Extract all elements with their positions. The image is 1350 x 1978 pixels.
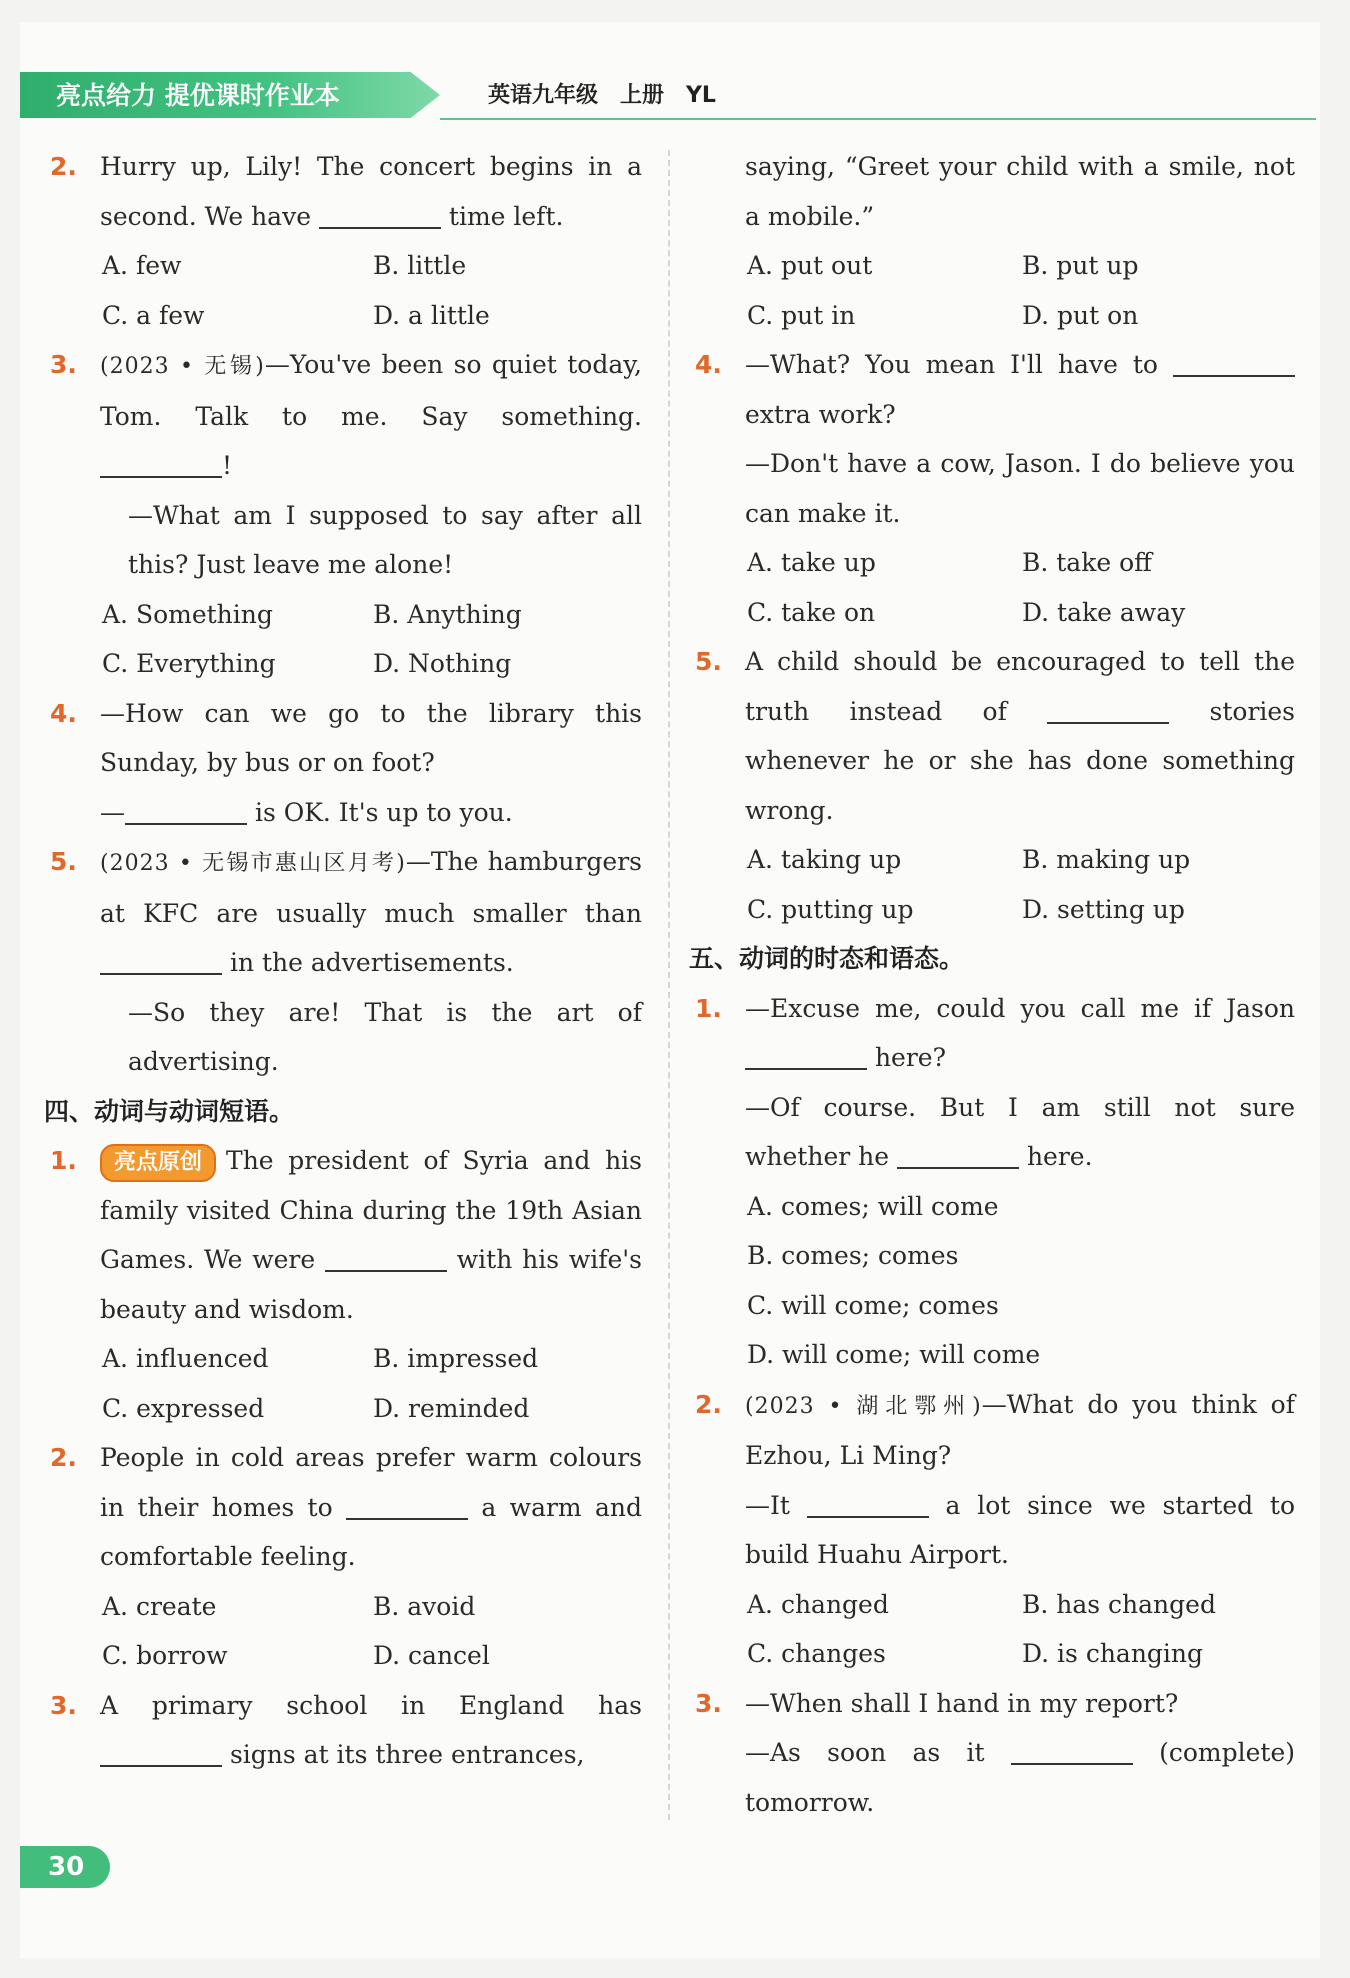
question-number: 3. [50,350,77,379]
question-item [695,1380,1295,1679]
question-number: 2. [50,152,77,181]
option-d[interactable]: D. setting up [1022,894,1185,924]
option-d[interactable]: D. take away [1022,597,1186,627]
option-b[interactable]: B. impressed [373,1344,539,1373]
answer-blank[interactable] [1173,345,1295,377]
question-item [50,837,642,1087]
question-stem: 亮点原创 The president of Syria and his family visited China during the 19th Asian Games. We were with his wife's beauty and wisdom. [100,1146,642,1324]
answer-blank[interactable] [100,1735,222,1767]
options [100,1334,642,1433]
option-c[interactable]: C. changes [747,1639,886,1668]
answer-blank[interactable] [100,446,222,478]
question-stem: A child should be encouraged to tell the truth instead of stories whenever he or she has done something wrong. [745,647,1296,825]
question-stem: People in cold areas prefer warm colours in their homes to a warm and comfortable feeling. [100,1443,643,1571]
question-stem: A primary school in England has signs at its three entrances, [100,1690,642,1769]
question-stem: (2023 • 无锡市惠山区月考)—The hamburgers at KFC are usually much smaller than in the advertisements. [100,847,642,977]
subject-label: 英语九年级 上册 YL [488,83,716,108]
option-c[interactable]: C. borrow [102,1641,228,1670]
series-title: 亮点给力 提优课时作业本 [56,81,340,110]
option-b[interactable]: B. put up [1022,251,1139,280]
option-d[interactable]: D. will come; will come [747,1340,1041,1369]
page-number: 30 [20,1846,110,1888]
question-number: 3. [695,1688,722,1718]
question-source: (2023 • 湖北鄂州) [745,1393,982,1419]
answer-blank[interactable] [100,943,222,975]
option-b[interactable]: B. avoid [373,1591,476,1621]
options [745,538,1295,637]
question-number: 5. [695,647,722,676]
right-column [689,142,1296,1827]
question-item [50,1681,642,1780]
question-number: 4. [50,698,77,728]
question-number: 5. [50,847,77,876]
option-c[interactable]: C. putting up [747,894,914,924]
question-number: 1. [50,1146,77,1175]
options [745,1182,1295,1380]
options [100,1582,642,1681]
option-a[interactable]: A. influenced [102,1344,269,1373]
option-a[interactable]: A. changed [747,1589,889,1619]
question-stem: (2023 • 无锡)—You've been so quiet today, Tom. Talk to me. Say something. ! [100,350,642,480]
question-reply: —As soon as it (complete) tomorrow. [745,1728,1295,1827]
options [100,241,642,340]
question-stem: —When shall I hand in my report? [745,1688,1179,1718]
option-a[interactable]: A. taking up [747,845,902,874]
option-a[interactable]: A. comes; will come [747,1191,999,1221]
option-a[interactable]: A. few [102,251,182,280]
question-reply: —Of course. But I am still not sure whether he here. [745,1092,1295,1171]
option-b[interactable]: B. Anything [373,599,522,629]
question-number: 4. [695,350,722,379]
option-b[interactable]: B. little [373,251,467,280]
option-b[interactable]: B. has changed [1022,1589,1216,1619]
option-b[interactable]: B. take off [1022,548,1152,577]
options [745,241,1295,340]
question-item [50,1136,642,1433]
question-item [50,142,642,340]
option-a[interactable]: A. put out [747,251,873,280]
option-d[interactable]: D. is changing [1022,1639,1204,1668]
answer-blank[interactable] [1011,1733,1133,1765]
answer-blank[interactable] [807,1486,929,1518]
question-item [50,689,642,838]
question-number: 1. [695,993,722,1023]
question-stem: (2023 • 湖北鄂州)—What do you think of Ezhou, Li Ming? [745,1389,1295,1470]
option-d[interactable]: D. put on [1022,300,1139,330]
question-stem: —Excuse me, could you call me if Jason here? [745,993,1295,1072]
options [745,1580,1295,1679]
option-c[interactable]: C. Everything [102,649,276,678]
question-item [50,1433,642,1681]
option-a[interactable]: A. Something [102,599,273,629]
option-b[interactable]: B. making up [1022,845,1191,874]
question-reply: — is OK. It's up to you. [100,788,642,838]
question-number: 3. [50,1690,77,1720]
question-reply: —Don't have a cow, Jason. I do believe you can make it. [745,449,1295,528]
question-item [695,637,1295,934]
section-title: 四、动词与动词短语。 [44,1096,295,1126]
question-stem: Hurry up, Lily! The concert begins in a second. We have time left. [100,152,642,231]
answer-blank[interactable] [325,1240,447,1272]
option-d[interactable]: D. a little [373,300,490,330]
question-item [695,340,1295,637]
question-reply: —So they are! That is the art of advertising. [128,997,642,1076]
question-number: 2. [695,1389,722,1419]
question-item [50,340,642,689]
header-rule [440,118,1316,120]
answer-blank[interactable] [897,1137,1019,1169]
option-b[interactable]: B. comes; comes [747,1241,959,1270]
original-badge: 亮点原创 [100,1144,216,1182]
option-c[interactable]: C. a few [102,300,205,330]
left-column [44,142,643,1780]
question-item [695,1679,1295,1828]
options [100,590,642,689]
option-c[interactable]: C. put in [747,300,856,330]
column-divider [668,150,670,1820]
question-source: (2023 • 无锡) [100,354,265,379]
option-a[interactable]: A. take up [747,548,876,577]
option-d[interactable]: D. Nothing [373,649,512,678]
option-c[interactable]: C. will come; comes [747,1290,999,1320]
question-stem: —How can we go to the library this Sunday, by bus or on foot? [100,698,642,777]
question-source: (2023 • 无锡市惠山区月考) [100,851,406,876]
answer-blank[interactable] [319,197,441,229]
question-number: 2. [50,1443,77,1472]
answer-blank[interactable] [745,1038,867,1070]
answer-blank[interactable] [346,1488,468,1520]
question-item [695,984,1295,1380]
options [745,835,1295,934]
continued-text: saying, “Greet your child with a smile, not a mobile.” [745,152,1295,231]
answer-blank[interactable] [125,793,247,825]
option-d[interactable]: D. reminded [373,1393,530,1423]
section-title: 五、动词的时态和语态。 [689,944,965,973]
option-c[interactable]: C. expressed [102,1393,265,1423]
option-d[interactable]: D. cancel [373,1641,490,1670]
option-a[interactable]: A. create [102,1591,217,1621]
question-stem: —What? You mean I'll have to extra work? [745,340,1295,439]
question-reply: —It a lot since we started to build Huahu Airport. [745,1481,1295,1580]
option-c[interactable]: C. take on [747,597,876,627]
question-continuation [695,142,1295,340]
answer-blank[interactable] [1047,692,1169,724]
question-reply: —What am I supposed to say after all this? Just leave me alone! [128,500,642,579]
